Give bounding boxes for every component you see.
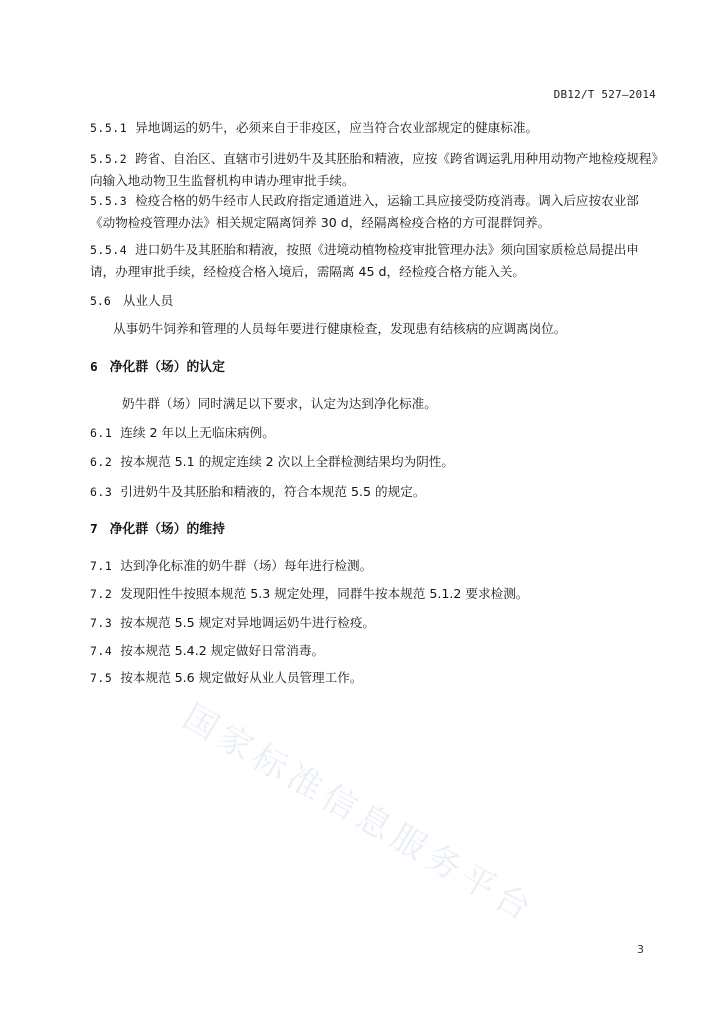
section-number: 6	[90, 360, 98, 375]
clause-7-5	[90, 667, 660, 689]
clause-5-5-2	[90, 148, 660, 191]
clause-text: 异地调运的奶牛，必须来自于非疫区，应当符合农业部规定的健康标准。	[135, 120, 539, 135]
watermark: 国家标准信息服务平台	[176, 696, 543, 932]
document-code: DB12/T 527—2014	[553, 88, 656, 101]
section-title: 从业人员	[122, 293, 174, 308]
clause-number: 5.5.3	[90, 194, 128, 208]
clause-number: 5.5.2	[90, 152, 128, 166]
clause-6-1	[90, 422, 660, 444]
section-number: 5.6	[90, 294, 111, 308]
clause-number: 7.1	[90, 559, 113, 573]
clause-text: 按本规范 5.4.2 规定做好日常消毒。	[120, 643, 325, 658]
clause-number: 7.5	[90, 671, 113, 685]
clause-text: 按本规范 5.5 规定对异地调运奶牛进行检疫。	[120, 615, 376, 630]
clause-text: 引进奶牛及其胚胎和精液的，符合本规范 5.5 的规定。	[120, 484, 426, 499]
clause-7-2	[90, 583, 660, 605]
section-title: 净化群（场）的认定	[109, 360, 225, 375]
clause-text: 达到净化标准的奶牛群（场）每年进行检测。	[120, 558, 373, 573]
clause-text: 跨省、自治区、直辖市引进奶牛及其胚胎和精液，应按《跨省调运乳用种用动物产地检疫规程》向输入地动物卫生监督机构申请办理审批手续。	[90, 151, 658, 188]
clause-7-3	[90, 612, 660, 634]
clause-text: 发现阳性牛按照本规范 5.3 规定处理，同群牛按本规范 5.1.2 要求检测。	[120, 586, 529, 601]
clause-5-5-1	[90, 117, 660, 139]
clause-number: 6.2	[90, 455, 113, 469]
clause-5-5-4	[90, 239, 660, 282]
clause-5-5-3	[90, 190, 660, 233]
section-7-heading	[90, 518, 225, 537]
clause-number: 7.3	[90, 616, 113, 630]
clause-7-1	[90, 555, 660, 577]
clause-text: 进口奶牛及其胚胎和精液，按照《进境动植物检疫审批管理办法》须向国家质检总局提出申请，办理审批手续，经检疫合格入境后，需隔离 45 d，经检疫合格方能入关。	[90, 242, 639, 279]
section-6-intro: 奶牛群（场）同时满足以下要求，认定为达到净化标准。	[122, 396, 437, 411]
clause-number: 5.5.1	[90, 121, 128, 135]
page-number: 3	[637, 943, 644, 956]
clause-text: 按本规范 5.1 的规定连续 2 次以上全群检测结果均为阴性。	[120, 454, 454, 469]
section-title: 净化群（场）的维持	[109, 522, 225, 537]
clause-number: 6.1	[90, 426, 113, 440]
clause-number: 7.2	[90, 587, 113, 601]
section-6-heading	[90, 356, 225, 375]
clause-number: 5.5.4	[90, 243, 128, 257]
section-5-6-text: 从事奶牛饲养和管理的人员每年要进行健康检查，发现患有结核病的应调离岗位。	[113, 321, 567, 336]
clause-text: 按本规范 5.6 规定做好从业人员管理工作。	[120, 670, 363, 685]
section-5-6-heading	[90, 290, 173, 309]
clause-6-3	[90, 481, 660, 503]
clause-text: 连续 2 年以上无临床病例。	[120, 425, 275, 440]
clause-text: 检疫合格的奶牛经市人民政府指定通道进入，运输工具应接受防疫消毒。调入后应按农业部《动物检疫管理办法》相关规定隔离饲养 30 d，经隔离检疫合格的方可混群饲养。	[90, 193, 639, 230]
clause-number: 7.4	[90, 644, 113, 658]
clause-number: 6.3	[90, 485, 113, 499]
clause-7-4	[90, 640, 660, 662]
section-number: 7	[90, 522, 98, 537]
clause-6-2	[90, 451, 660, 473]
